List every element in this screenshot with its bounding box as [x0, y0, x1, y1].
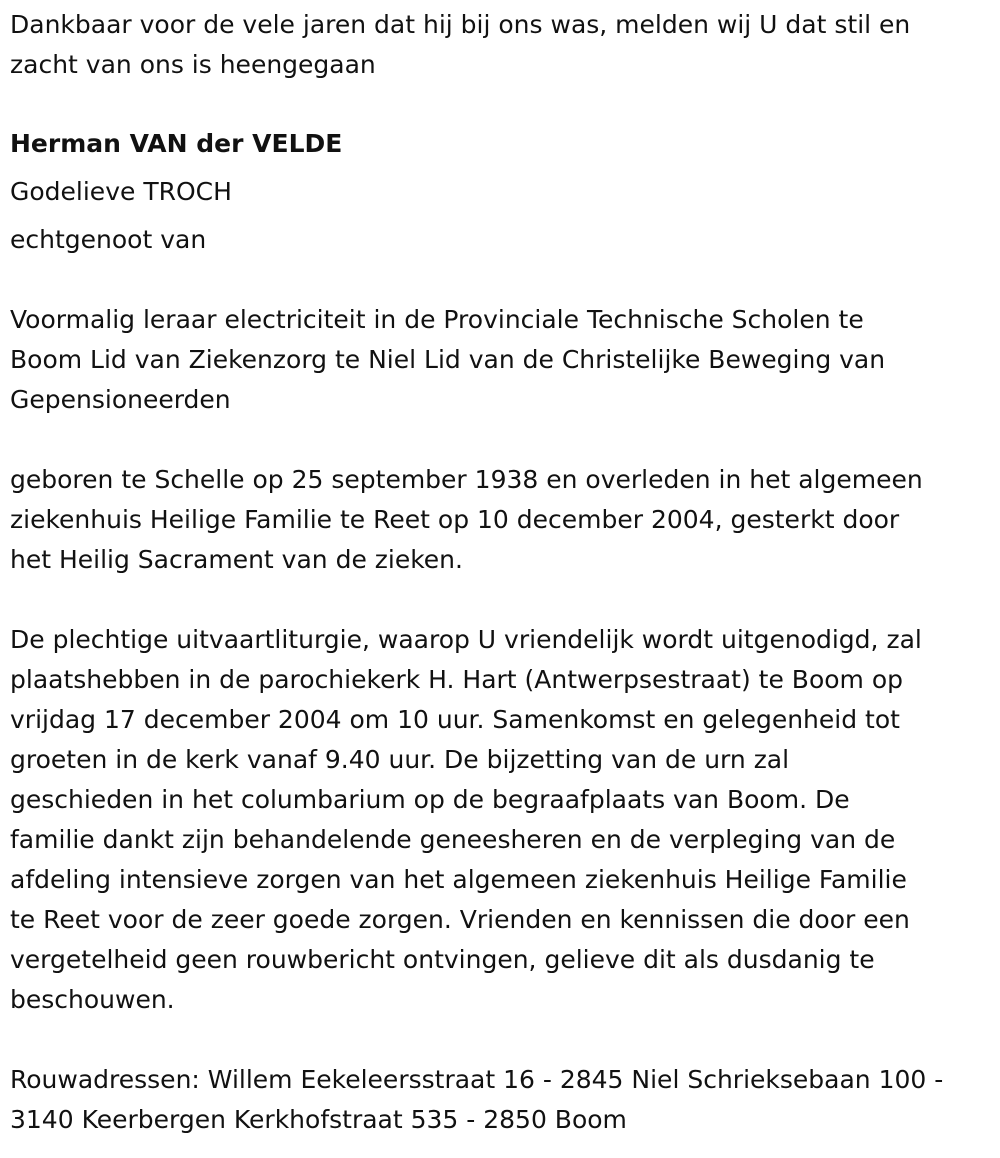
occupation-text: Voormalig leraar electriciteit in de Provinciale Technische Scholen te Boom Lid van Ziekenzorg te Niel Lid van de Christelijke Beweging van Gepensioneerden	[10, 305, 886, 414]
birth-death-text: geboren te Schelle op 25 september 1938 en overleden in het algemeen ziekenhuis Heilige Familie te Reet op 10 december 2004, gesterkt door het Heilig Sacrament van de zieken.	[10, 465, 923, 574]
deceased-name: Herman VAN der VELDE	[10, 129, 343, 158]
spouse-name: Godelieve TROCH	[10, 177, 232, 206]
intro-text: Dankbaar voor de vele jaren dat hij bij ons was, melden wij U dat stil en zacht van ons is heengegaan	[10, 10, 911, 79]
mourning-addresses-text: Rouwadressen: Willem Eekeleersstraat 16 - 2845 Niel Schrieksebaan 100 - 3140 Keerbergen Kerkhofstraat 535 - 2850 Boom	[10, 1065, 944, 1134]
relation-text: echtgenoot van	[10, 225, 207, 254]
funeral-details-text: De plechtige uitvaartliturgie, waarop U vriendelijk wordt uitgenodigd, zal plaatshebben in de parochiekerk H. Hart (Antwerpsestraat) te Boom op vrijdag 17 december 2004 om 10 uur. Samenkomst en gelegenheid tot groeten in de kerk vanaf 9.40 uur. De bijzetting van de urn zal geschieden in het columbarium op de begraafplaats van Boom. De familie dankt zijn behandelende geneesheren en de verpleging van de afdeling intensieve zorgen van het algemeen ziekenhuis Heilige Familie te Reet voor de zeer goede zorgen. Vrienden en kennissen die door een vergetelheid geen rouwbericht ontvingen, gelieve dit als dusdanig te beschouwen.	[10, 625, 922, 1014]
